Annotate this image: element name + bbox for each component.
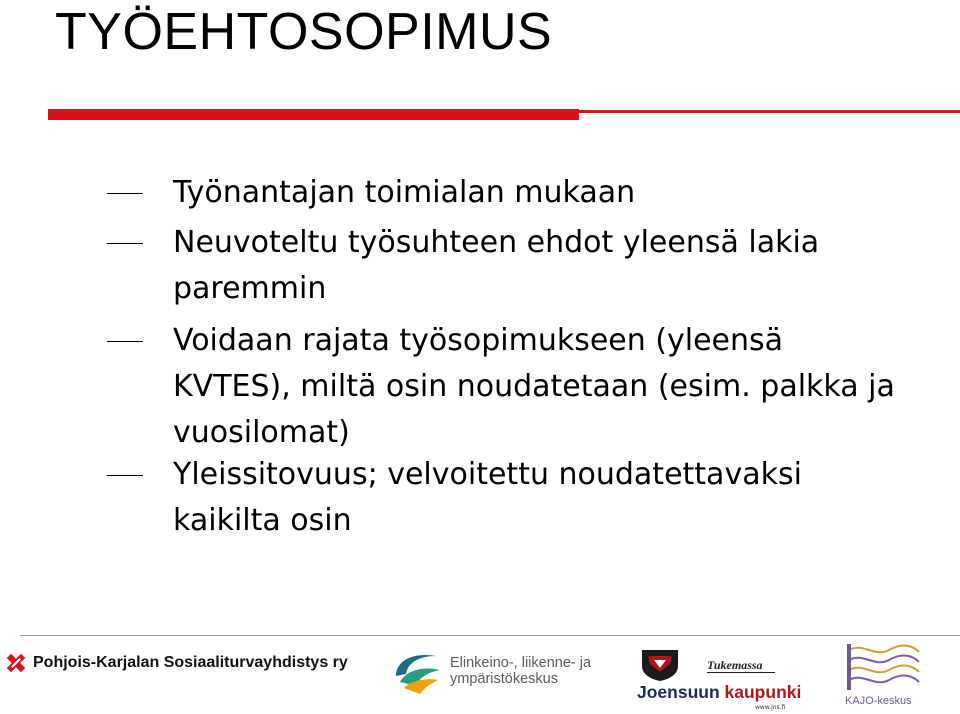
red-cross-icon <box>5 653 27 673</box>
title-underline-bar <box>48 109 579 120</box>
ely-name-line2: ympäristökeskus <box>450 671 558 687</box>
dash-bullet-icon <box>107 475 143 476</box>
joensuu-name-part2: kaupunki <box>724 682 802 702</box>
bullet-item <box>107 174 907 216</box>
footer-divider <box>20 635 960 636</box>
bullet-text: Voidaan rajata työsopimukseen (yleensä KVTES), miltä osin noudatetaan (esim. palkka ja vuosilomat) <box>173 323 905 450</box>
joensuu-logo <box>637 646 802 712</box>
joensuu-url: www.jns.fi <box>755 704 786 711</box>
kajo-logo <box>845 642 925 712</box>
dash-bullet-icon <box>107 341 143 342</box>
ely-logo <box>390 648 591 694</box>
bullet-item <box>107 456 907 544</box>
joensuu-crest-icon <box>640 648 680 682</box>
dash-bullet-icon <box>107 193 143 194</box>
slide-title: TYÖEHTOSOPIMUS <box>55 3 553 61</box>
joensuu-name-part1: Joensuun <box>637 682 720 702</box>
ely-text-block <box>444 655 591 687</box>
bullet-item <box>107 322 907 456</box>
bullet-text: Yleissitovuus; velvoitettu noudatettavaksi kaikilta osin <box>173 457 812 538</box>
kajo-waves-icon <box>845 642 921 692</box>
bullet-text: Työnantajan toimialan mukaan <box>173 175 636 210</box>
org-name: Pohjois-Karjalan Sosiaaliturvayhdistys ry <box>33 654 348 671</box>
title-underline-rule <box>579 110 960 113</box>
ely-name-line1: Elinkeino-, liikenne- ja <box>450 655 592 671</box>
bullet-text: Neuvoteltu työsuhteen ehdot yleensä lakia paremmin <box>173 225 829 306</box>
pksty-logo <box>5 653 348 673</box>
joensuu-tagline: Tukemassa <box>707 658 763 672</box>
kajo-name: KAJO-keskus <box>845 695 912 707</box>
ely-emblem-icon <box>390 648 444 694</box>
bullet-item <box>107 224 907 312</box>
dash-bullet-icon <box>107 243 143 244</box>
joensuu-wordmark <box>637 682 801 703</box>
